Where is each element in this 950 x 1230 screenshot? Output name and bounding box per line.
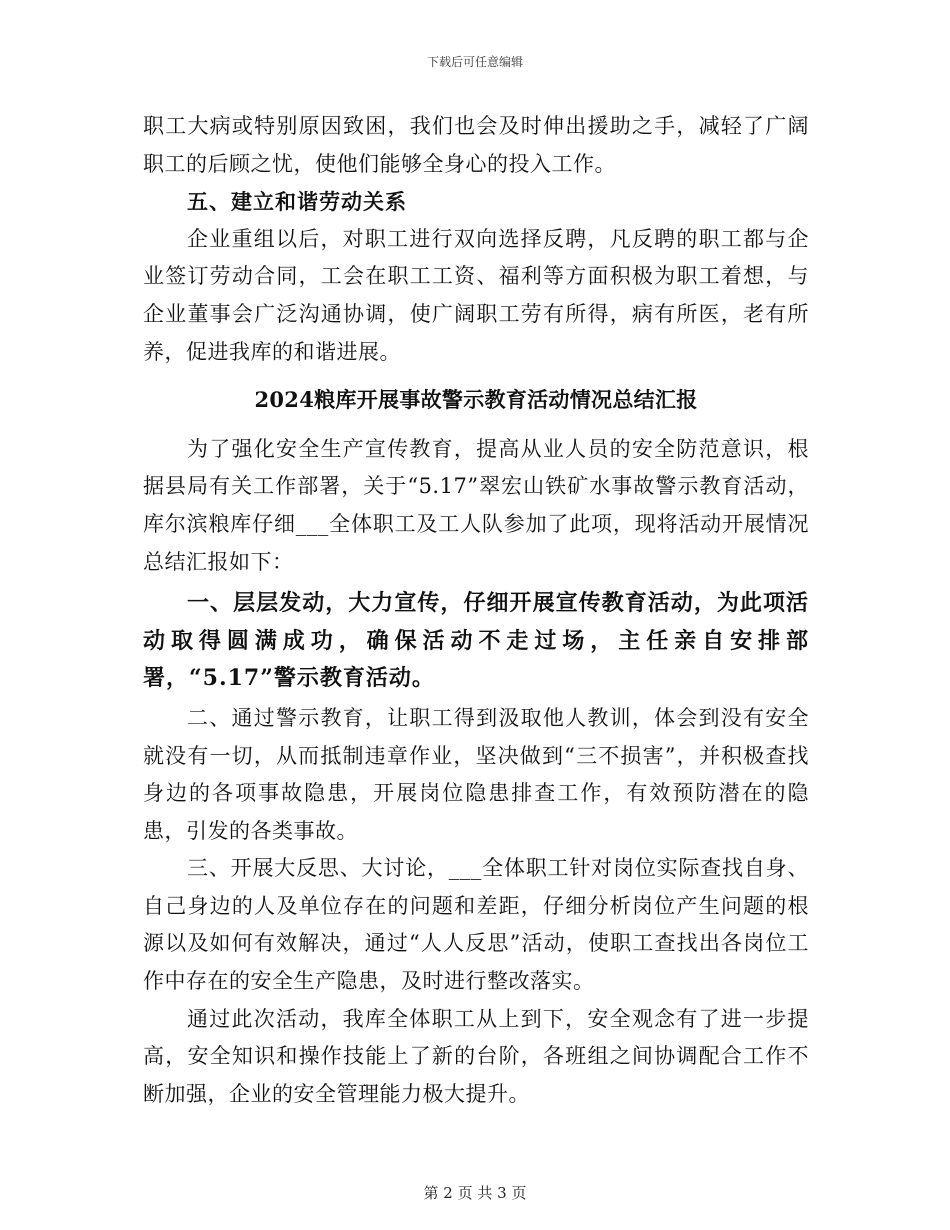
section-five-paragraph: 企业重组以后，对职工进行双向选择反聘，凡反聘的职工都与企业签订劳动合同，工会在职工工资、福利等方面积极为职工着想，与企业董事会广泛沟通协调，使广阔职工劳有所得，病有所医，老有所养，促进我库的和谐进展。 (143, 226, 809, 364)
point-two-paragraph: 二、通过警示教育，让职工得到汲取他人教训，体会到没有安全就没有一切，从而抵制违章作业，坚决做到“三不损害”，并积极查找身边的各项事故隐患，开展岗位隐患排查工作，有效预防潜在的隐患，引发的各类事故。 (143, 705, 809, 843)
continuation-paragraph: 职工大病或特别原因致困，我们也会及时伸出援助之手，减轻了广阔职工的后顾之忧，使他们能够全身心的投入工作。 (143, 114, 809, 176)
report-intro-paragraph: 为了强化安全生产宣传教育，提高从业人员的安全防范意识，根据县局有关工作部署，关于“5.17”翠宏山铁矿水事故警示教育活动，库尔滨粮库仔细___全体职工及工人队参加了此项，现将活动开展情况总结汇报如下： (143, 436, 809, 574)
point-one-paragraph: 一、层层发动，大力宣传，仔细开展宣传教育活动，为此项活动取得圆满成功，确保活动不走过场，主任亲自安排部署，“5.17”警示教育活动。 (143, 590, 809, 692)
document-body (143, 108, 809, 1113)
page-header: 下载后可任意编辑 (426, 55, 523, 69)
point-three-paragraph: 三、开展大反思、大讨论，___全体职工针对岗位实际查找自身、自己身边的人及单位存在的问题和差距，仔细分析岗位产生问题的根源以及如何有效解决，通过“人人反思”活动，使职工查找出各岗位工作中存在的安全生产隐患，及时进行整改落实。 (143, 856, 809, 994)
report-title: 2024粮库开展事故警示教育活动情况总结汇报 (254, 387, 698, 413)
page-footer: 第 2 页 共 3 页 (423, 1184, 527, 1202)
conclusion-paragraph: 通过此次活动，我库全体职工从上到下，安全观念有了进一步提高，安全知识和操作技能上了新的台阶，各班组之间协调配合工作不断加强，企业的安全管理能力极大提升。 (143, 1006, 809, 1106)
section-five-heading: 五、建立和谐劳动关系 (187, 189, 407, 215)
